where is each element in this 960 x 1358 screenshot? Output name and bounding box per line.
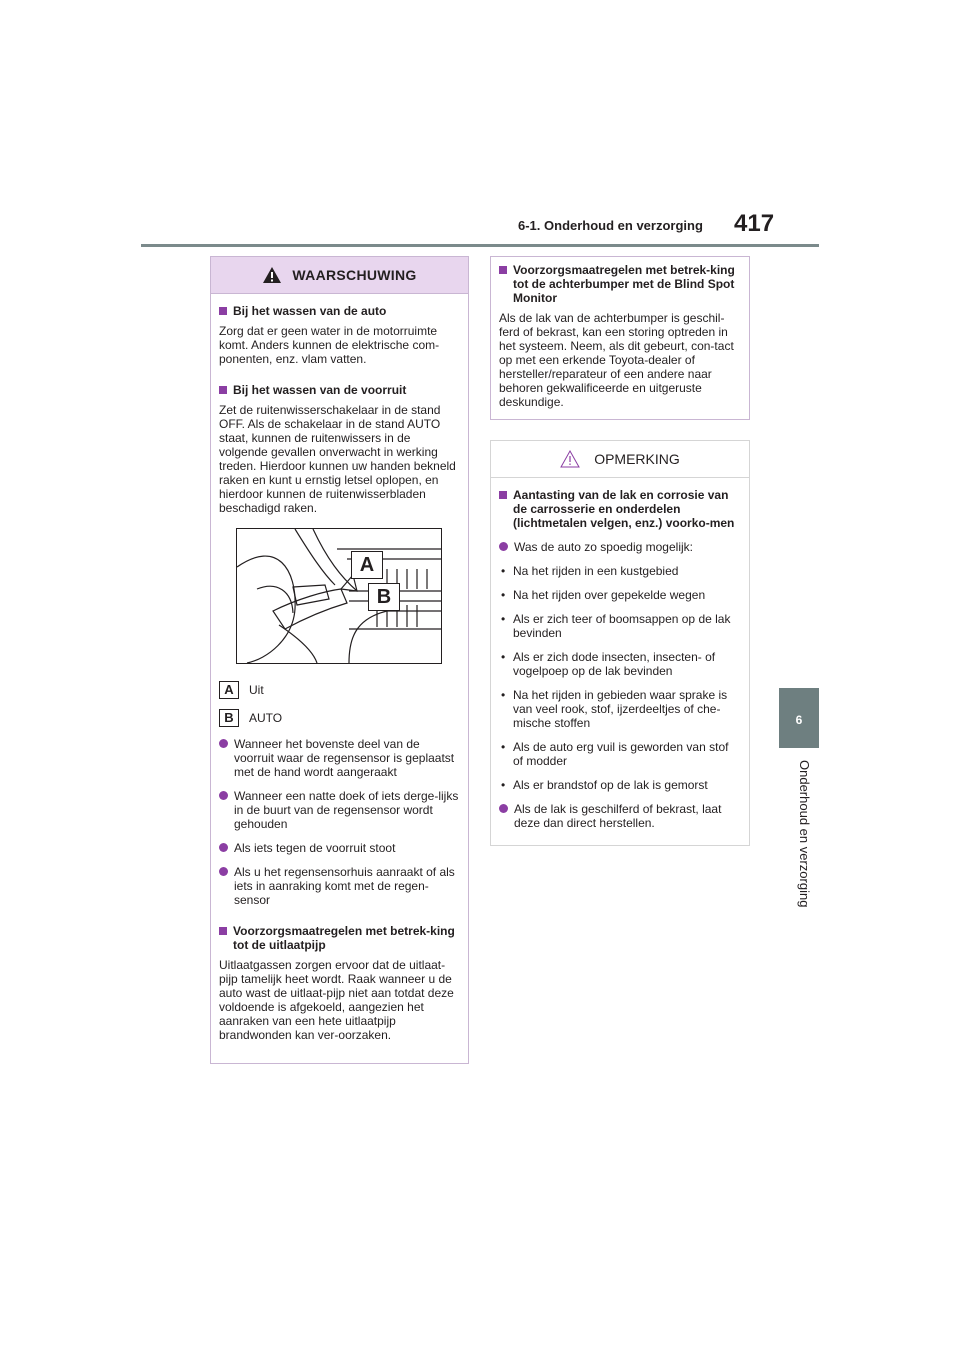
square-marker-icon <box>219 386 227 394</box>
square-marker-icon <box>219 927 227 935</box>
notice-header <box>491 441 749 478</box>
sub-list-item: • Als er zich dode insecten, insecten- of vogelpoep op de lak bevinden <box>501 650 716 678</box>
section-body: Uitlaatgassen zorgen ervoor dat de uitlaat-pijp tamelijk heet wordt. Raak wanneer u de auto wast de uitlaat-pijp niet aan totdat deze voldoende is afgekoeld, aangezien het aanraken van een hete uitlaatpijp brandwonden kan ver-oorzaken. <box>219 958 454 1042</box>
notice-box <box>490 440 750 846</box>
list-item: Als u het regensensorhuis aanraakt of als iets in aanraking komt met de regen-sensor <box>219 865 460 907</box>
section-heading: Voorzorgsmaatregelen met betrek-king tot de achterbumper met de Blind Spot Monitor <box>499 263 741 305</box>
section-body: Zorg dat er geen water in de motorruimte komt. Anders kunnen de elektrische com-ponenten, enz. vlam vatten. <box>219 324 440 366</box>
section-body: Zet de ruitenwisserschakelaar in de stand OFF. Als de schakelaar in de stand AUTO staat, kunnen de ruitenwissers in de volgende gevallen onverwacht in werking treden. Hierdoor kunnen uw handen bekneld raken en kunt u ernstig letsel oplopen, en hierdoor kunnen de ruitenwisserbladen beschadigd raken. <box>219 403 456 515</box>
section-body: Als de lak van de achterbumper is geschil-ferd of bekrast, kan een storing optreden in het systeem. Neem, als dit gebeurt, con-tact op met een erkende Toyota-dealer of hersteller/reparateur of een andere naar behoren gekwalificeerde en uitgeruste deskundige. <box>499 311 734 409</box>
caution-triangle-icon <box>560 450 580 468</box>
label-b-box: B <box>219 709 239 727</box>
sub-list-item: • Na het rijden over gepekelde wegen <box>501 588 706 602</box>
legend-item-a: A Uit <box>219 681 460 699</box>
label-a-box: A <box>219 681 239 699</box>
sub-list-item: • Na het rijden in gebieden waar sprake is van veel rook, stof, ijzerdeeltjes of che-mische stoffen <box>501 688 728 730</box>
warning-title: WAARSCHUWING <box>292 267 417 283</box>
header-rule <box>141 244 819 247</box>
bullet-dot-icon <box>499 542 508 551</box>
warning-continuation-box <box>490 256 750 420</box>
square-marker-icon <box>499 266 507 274</box>
figure-label-a: A <box>351 551 383 579</box>
list-item: Wanneer een natte doek of iets derge-lijks in de buurt van de regensensor wordt gehouden <box>219 789 460 831</box>
bullet-dot-icon <box>219 791 228 800</box>
section-heading: Voorzorgsmaatregelen met betrek-king tot de uitlaatpijp <box>219 924 460 952</box>
steering-wheel-drawing <box>237 529 441 663</box>
warning-header <box>211 257 468 294</box>
page-number: 417 <box>734 210 775 237</box>
bullet-dot-icon <box>499 804 508 813</box>
sub-list-item: • Na het rijden in een kustgebied <box>501 564 679 578</box>
bullet-dot-icon <box>219 867 228 876</box>
list-item: Wanneer het bovenste deel van de voorruit waar de regensensor is geplaatst met de hand wordt aangeraakt <box>219 737 460 779</box>
sub-list-item: • Als er brandstof op de lak is gemorst <box>501 778 708 792</box>
warning-triangle-icon <box>262 266 282 284</box>
square-marker-icon <box>499 491 507 499</box>
list-item: Als de lak is geschilferd of bekrast, laat deze dan direct herstellen. <box>499 802 741 830</box>
square-marker-icon <box>219 307 227 315</box>
wiper-switch-illustration <box>236 528 442 664</box>
list-item: Als iets tegen de voorruit stoot <box>219 841 460 855</box>
sub-list-item: • Als er zich teer of boomsappen op de lak bevinden <box>501 612 731 640</box>
list-item: Was de auto zo spoedig mogelijk: <box>499 540 741 554</box>
bullet-dot-icon <box>219 739 228 748</box>
bullet-dot-icon <box>219 843 228 852</box>
section-heading: Aantasting van de lak en corrosie van de carrosserie en onderdelen (lichtmetalen velgen, enz.) voorko-men <box>499 488 741 530</box>
section-title: 6-1. Onderhoud en verzorging <box>518 218 703 233</box>
chapter-label: Onderhoud en verzorging <box>797 760 812 908</box>
section-heading: Bij het wassen van de voorruit <box>219 383 460 397</box>
legend-item-b: B AUTO <box>219 709 460 727</box>
sub-list-item: • Als de auto erg vuil is geworden van stof of modder <box>501 740 729 768</box>
section-heading: Bij het wassen van de auto <box>219 304 460 318</box>
chapter-tab: 6 <box>779 688 819 748</box>
figure-label-b: B <box>368 583 400 611</box>
notice-title: OPMERKING <box>594 451 680 467</box>
